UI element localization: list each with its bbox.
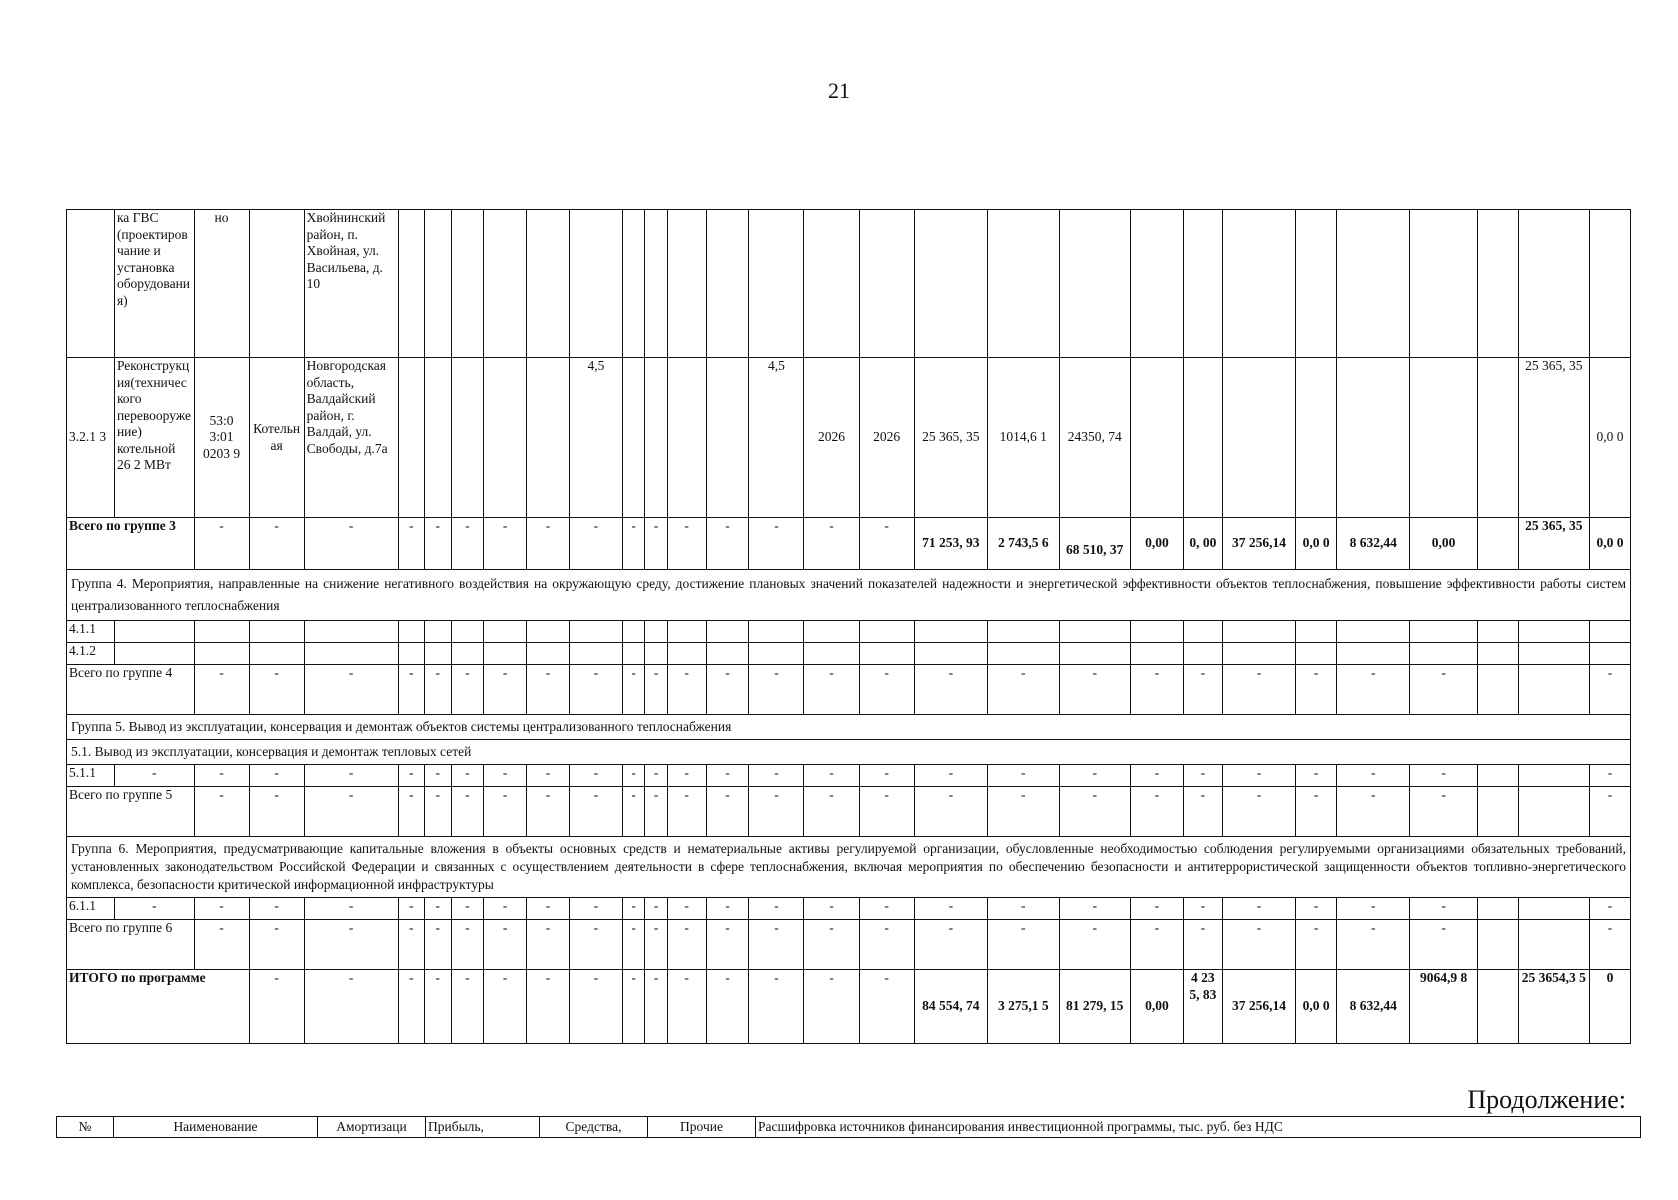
dash-cell: - (569, 970, 622, 1044)
value-cell: 4,5 (569, 358, 622, 518)
value-cell: 0,0 0 (1589, 518, 1630, 570)
dash-cell: - (398, 518, 425, 570)
continuation-header-table (56, 1116, 1641, 1138)
dash-cell: - (1410, 665, 1477, 715)
col-name-header: Наименование (114, 1117, 318, 1138)
row-number: 4.1.1 (67, 621, 115, 643)
dash-cell: - (645, 518, 667, 570)
dash-cell: - (1410, 898, 1477, 920)
row-number: 6.1.1 (67, 898, 115, 920)
dash-cell: - (1222, 665, 1295, 715)
dash-cell: - (569, 665, 622, 715)
dash-cell: - (622, 518, 644, 570)
dash-cell: - (484, 970, 527, 1044)
dash-cell: - (645, 765, 667, 787)
dash-cell: - (914, 665, 987, 715)
dash-cell: - (914, 765, 987, 787)
dash-cell: - (645, 970, 667, 1044)
dash-cell: - (398, 787, 425, 837)
dash-cell: - (622, 787, 644, 837)
dash-cell: - (1410, 765, 1477, 787)
group-header-row (67, 570, 1631, 621)
dash-cell: - (622, 970, 644, 1044)
dash-cell: - (804, 920, 859, 970)
dash-cell: - (249, 898, 304, 920)
dash-cell: - (1336, 898, 1409, 920)
dash-cell: - (484, 920, 527, 970)
table-row (67, 898, 1631, 920)
continuation-label: Продолжение: (1467, 1085, 1626, 1114)
dash-cell: - (1183, 787, 1222, 837)
dash-cell: - (622, 765, 644, 787)
dash-cell: - (425, 970, 452, 1044)
group-total-label: Всего по группе 5 (67, 787, 195, 837)
value-cell: 0,00 (1130, 518, 1183, 570)
value-cell: 0,0 0 (1296, 970, 1337, 1044)
dash-cell: - (749, 765, 804, 787)
dash-cell: - (645, 665, 667, 715)
dash-cell: - (859, 765, 914, 787)
dash-cell: - (749, 898, 804, 920)
dash-cell: - (249, 665, 304, 715)
dash-cell: - (451, 518, 484, 570)
value-cell: 25 365, 35 (1518, 358, 1589, 518)
value-cell: 68 510, 37 (1059, 518, 1130, 570)
dash-cell: - (988, 665, 1059, 715)
dash-cell: - (804, 665, 859, 715)
dash-cell: - (398, 920, 425, 970)
dash-cell: - (527, 665, 570, 715)
dash-cell: - (194, 787, 249, 837)
dash-cell: - (988, 898, 1059, 920)
value-cell: 1014,6 1 (988, 358, 1059, 518)
dash-cell: - (304, 518, 398, 570)
investment-program-table (66, 209, 1631, 1044)
table-row (67, 210, 1631, 358)
dash-cell: - (484, 665, 527, 715)
dash-cell: - (527, 920, 570, 970)
dash-cell: - (749, 518, 804, 570)
value-cell: 24350, 74 (1059, 358, 1130, 518)
dash-cell: - (804, 787, 859, 837)
dash-cell: - (425, 518, 452, 570)
dash-cell: - (1130, 920, 1183, 970)
dash-cell: - (1336, 765, 1409, 787)
value-cell: 0, 00 (1183, 518, 1222, 570)
measure-name: ка ГВС (проектировчание и установка оборудования) (114, 210, 194, 358)
value-cell: 0 (1589, 970, 1630, 1044)
dash-cell: - (451, 665, 484, 715)
dash-cell: - (114, 898, 194, 920)
program-total-label: ИТОГО по программе (67, 970, 250, 1044)
dash-cell: - (1222, 787, 1295, 837)
col-amortization-header: Амортизаци (318, 1117, 426, 1138)
dash-cell: - (484, 765, 527, 787)
dash-cell: - (859, 898, 914, 920)
value-cell: 0,0 0 (1589, 358, 1630, 518)
dash-cell: - (1296, 920, 1337, 970)
cadastral-code: 53:0 3:01 0203 9 (194, 358, 249, 518)
table-row (67, 621, 1631, 643)
dash-cell: - (194, 898, 249, 920)
group-total-label: Всего по группе 3 (67, 518, 195, 570)
dash-cell: - (706, 518, 749, 570)
dash-cell: - (425, 898, 452, 920)
dash-cell: - (749, 665, 804, 715)
dash-cell: - (804, 765, 859, 787)
dash-cell: - (1589, 920, 1630, 970)
start-year: 2026 (804, 358, 859, 518)
dash-cell: - (706, 665, 749, 715)
subgroup-5-1-title: 5.1. Вывод из эксплуатации, консервация и демонтаж тепловых сетей (67, 740, 1631, 765)
dash-cell: - (1589, 665, 1630, 715)
col-funds-header: Средства, (540, 1117, 648, 1138)
dash-cell: - (645, 898, 667, 920)
group-total-row (67, 518, 1631, 570)
row-number: 5.1.1 (67, 765, 115, 787)
dash-cell: - (484, 518, 527, 570)
total-cost: 71 253, 93 (914, 518, 987, 570)
dash-cell: - (1296, 765, 1337, 787)
value-cell: 9064,9 8 (1410, 970, 1477, 1044)
dash-cell: - (667, 898, 706, 920)
dash-cell: - (914, 898, 987, 920)
value-cell: 8 632,44 (1336, 970, 1409, 1044)
dash-cell: - (451, 787, 484, 837)
dash-cell: - (569, 765, 622, 787)
dash-cell: - (194, 518, 249, 570)
dash-cell: - (304, 787, 398, 837)
dash-cell: - (859, 787, 914, 837)
address-cell: Хвойнинский район, п. Хвойная, ул. Васильева, д. 10 (304, 210, 398, 358)
group-4-title: Группа 4. Мероприятия, направленные на снижение негативного воздействия на окружающую среду, достижение плановых значений показателей надежности и энергетической эффективности объектов теплоснабжения, повышение эффективности работы систем централизованного теплоснабжения (67, 570, 1631, 621)
value-cell: 37 256,14 (1222, 970, 1295, 1044)
dash-cell: - (569, 920, 622, 970)
dash-cell: - (749, 787, 804, 837)
dash-cell: - (527, 787, 570, 837)
dash-cell: - (1059, 787, 1130, 837)
dash-cell: - (1589, 765, 1630, 787)
dash-cell: - (194, 765, 249, 787)
group-header-row (67, 837, 1631, 898)
measure-name: Реконструкция(технического перевооружение) котельной 26 2 МВт (114, 358, 194, 518)
dash-cell: - (398, 765, 425, 787)
page-number: 21 (828, 78, 850, 103)
dash-cell: - (1183, 765, 1222, 787)
dash-cell: - (667, 665, 706, 715)
dash-cell: - (304, 665, 398, 715)
subgroup-header-row (67, 740, 1631, 765)
table-row (67, 643, 1631, 665)
dash-cell: - (667, 787, 706, 837)
value-cell: 4 23 5, 83 (1183, 970, 1222, 1044)
dash-cell: - (622, 665, 644, 715)
dash-cell: - (1222, 765, 1295, 787)
dash-cell: - (194, 920, 249, 970)
dash-cell: - (425, 765, 452, 787)
dash-cell: - (706, 765, 749, 787)
total-cost: 25 365, 35 (914, 358, 987, 518)
dash-cell: - (1222, 898, 1295, 920)
value-cell: 8 632,44 (1336, 518, 1409, 570)
dash-cell: - (1589, 898, 1630, 920)
dash-cell: - (1130, 665, 1183, 715)
dash-cell: - (451, 765, 484, 787)
dash-cell: - (988, 787, 1059, 837)
value-cell: 2 743,5 6 (988, 518, 1059, 570)
table-row (67, 765, 1631, 787)
dash-cell: - (398, 898, 425, 920)
dash-cell: - (667, 920, 706, 970)
dash-cell: - (706, 970, 749, 1044)
col-other-header: Прочие (648, 1117, 756, 1138)
value-cell: 37 256,14 (1222, 518, 1295, 570)
dash-cell: - (304, 898, 398, 920)
dash-cell: - (749, 920, 804, 970)
dash-cell: - (1059, 898, 1130, 920)
col-profit-header: Прибыль, (426, 1117, 540, 1138)
group-total-row (67, 787, 1631, 837)
dash-cell: - (484, 898, 527, 920)
value-cell: 0,0 0 (1296, 518, 1337, 570)
dash-cell: - (1336, 920, 1409, 970)
group-total-label: Всего по группе 4 (67, 665, 195, 715)
dash-cell: - (706, 898, 749, 920)
header-row (57, 1117, 1641, 1138)
dash-cell: - (569, 898, 622, 920)
dash-cell: - (1336, 787, 1409, 837)
dash-cell: - (451, 920, 484, 970)
dash-cell: - (988, 920, 1059, 970)
dash-cell: - (249, 518, 304, 570)
dash-cell: - (859, 970, 914, 1044)
row-number: 3.2.1 3 (67, 358, 115, 518)
value-cell: 0,00 (1130, 970, 1183, 1044)
address-cell: Новгородская область, Валдайский район, г. Валдай, ул. Свободы, д.7а (304, 358, 398, 518)
dash-cell: - (667, 765, 706, 787)
dash-cell: - (1183, 898, 1222, 920)
value-cell: 0,00 (1410, 518, 1477, 570)
dash-cell: - (1296, 665, 1337, 715)
dash-cell: - (527, 898, 570, 920)
dash-cell: - (667, 970, 706, 1044)
dash-cell: - (527, 970, 570, 1044)
value-cell: 25 365, 35 (1518, 518, 1589, 570)
dash-cell: - (914, 920, 987, 970)
dash-cell: - (398, 970, 425, 1044)
row-number: 4.1.2 (67, 643, 115, 665)
dash-cell: - (1410, 787, 1477, 837)
dash-cell: - (622, 920, 644, 970)
dash-cell: - (569, 518, 622, 570)
dash-cell: - (249, 765, 304, 787)
dash-cell: - (804, 970, 859, 1044)
dash-cell: - (706, 787, 749, 837)
dash-cell: - (1296, 898, 1337, 920)
cell: но (194, 210, 249, 358)
table-row (67, 358, 1631, 518)
group-total-label: Всего по группе 6 (67, 920, 195, 970)
object-type: Котельная (249, 358, 304, 518)
end-year: 2026 (859, 358, 914, 518)
dash-cell: - (1336, 665, 1409, 715)
dash-cell: - (859, 665, 914, 715)
dash-cell: - (484, 787, 527, 837)
dash-cell: - (749, 970, 804, 1044)
dash-cell: - (914, 787, 987, 837)
dash-cell: - (804, 518, 859, 570)
dash-cell: - (425, 787, 452, 837)
col-decode-header: Расшифровка источников финансирования инвестиционной программы, тыс. руб. без НДС (756, 1117, 1641, 1138)
program-total-row (67, 970, 1631, 1044)
dash-cell: - (804, 898, 859, 920)
group-6-title: Группа 6. Мероприятия, предусматривающие капитальные вложения в объекты основных средств и нематериальные активы регулируемой организации, обусловленные необходимостью соблюдения регулируемыми организациями обязательных требований, установленных законодательством Российской Федерации и связанных с осуществлением деятельности в сфере теплоснабжения, включая мероприятия по обеспечению безопасности и антитеррористической защищенности объектов топливно-энергетического комплекса, безопасности критической информационной инфраструктуры (67, 837, 1631, 898)
dash-cell: - (1296, 787, 1337, 837)
dash-cell: - (1130, 765, 1183, 787)
dash-cell: - (1410, 920, 1477, 970)
dash-cell: - (249, 920, 304, 970)
dash-cell: - (1222, 920, 1295, 970)
value-cell: 3 275,1 5 (988, 970, 1059, 1044)
value-cell: 4,5 (749, 358, 804, 518)
dash-cell: - (1130, 787, 1183, 837)
dash-cell: - (1183, 920, 1222, 970)
group-total-row (67, 665, 1631, 715)
dash-cell: - (1059, 765, 1130, 787)
dash-cell: - (194, 665, 249, 715)
dash-cell: - (304, 970, 398, 1044)
dash-cell: - (645, 920, 667, 970)
dash-cell: - (645, 787, 667, 837)
dash-cell: - (425, 665, 452, 715)
dash-cell: - (304, 920, 398, 970)
dash-cell: - (622, 898, 644, 920)
dash-cell: - (859, 518, 914, 570)
dash-cell: - (569, 787, 622, 837)
dash-cell: - (114, 765, 194, 787)
dash-cell: - (398, 665, 425, 715)
dash-cell: - (249, 787, 304, 837)
dash-cell: - (1130, 898, 1183, 920)
col-number-header: № (57, 1117, 114, 1138)
value-cell: 25 3654,3 5 (1518, 970, 1589, 1044)
group-5-title: Группа 5. Вывод из эксплуатации, консервация и демонтаж объектов системы централизованного теплоснабжения (67, 715, 1631, 740)
dash-cell: - (425, 920, 452, 970)
dash-cell: - (1183, 665, 1222, 715)
dash-cell: - (527, 518, 570, 570)
dash-cell: - (1059, 920, 1130, 970)
dash-cell: - (706, 920, 749, 970)
group-total-row (67, 920, 1631, 970)
dash-cell: - (988, 765, 1059, 787)
dash-cell: - (1059, 665, 1130, 715)
dash-cell: - (859, 920, 914, 970)
dash-cell: - (1589, 787, 1630, 837)
value-cell: 81 279, 15 (1059, 970, 1130, 1044)
dash-cell: - (304, 765, 398, 787)
dash-cell: - (451, 970, 484, 1044)
dash-cell: - (667, 518, 706, 570)
group-header-row (67, 715, 1631, 740)
dash-cell: - (527, 765, 570, 787)
dash-cell: - (451, 898, 484, 920)
total-cost: 84 554, 74 (914, 970, 987, 1044)
dash-cell: - (249, 970, 304, 1044)
